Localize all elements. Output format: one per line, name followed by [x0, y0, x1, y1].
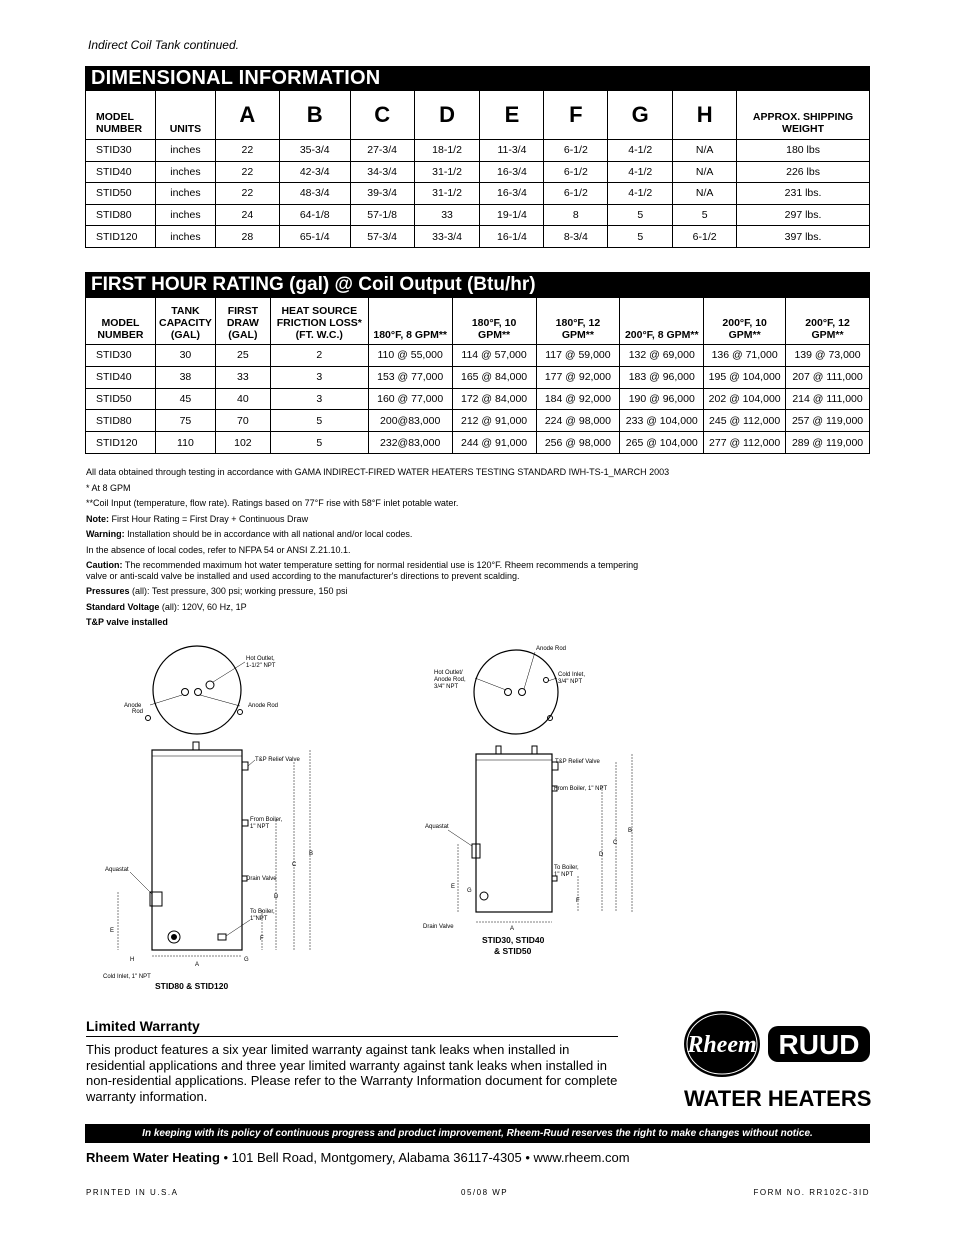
label-cold-inlet-r2: 3/4" NPT — [558, 679, 583, 685]
col-d: D — [414, 91, 480, 140]
label-hot-outlet-r1: Hot Outlet/ — [434, 670, 463, 676]
table-cell: 110 — [155, 432, 215, 454]
table-cell: 11-3/4 — [480, 140, 544, 162]
first-hour-header-row — [86, 298, 870, 345]
table-cell: inches — [155, 226, 215, 248]
dim-c: C — [292, 862, 297, 868]
top-view-circle — [153, 646, 241, 734]
table-cell: 110 @ 55,000 — [368, 345, 452, 367]
label-hot-outlet-r3: 3/4" NPT — [434, 684, 459, 690]
label-from-boiler-r: From Boiler, 1" NPT — [554, 786, 608, 792]
table-cell: 42-3/4 — [279, 161, 350, 183]
label-anode-left-2: Rod — [132, 709, 144, 715]
table-cell: 160 @ 77,000 — [368, 388, 452, 410]
col-a: A — [215, 91, 279, 140]
table-cell: 5 — [608, 204, 673, 226]
dim-r-f: F — [576, 898, 580, 904]
table-cell: 16-1/4 — [480, 226, 544, 248]
table-cell: 8-3/4 — [544, 226, 608, 248]
first-hour-table — [85, 297, 870, 454]
table-cell: 70 — [215, 410, 270, 432]
dim-e: E — [110, 928, 115, 934]
table-cell: inches — [155, 204, 215, 226]
table-cell: STID40 — [86, 366, 156, 388]
table-cell: 8 — [544, 204, 608, 226]
col-b: B — [279, 91, 350, 140]
label-hot-outlet-2: 1-1/2" NPT — [246, 663, 276, 669]
label-aquastat: Aquastat — [105, 867, 129, 873]
table-cell: 22 — [215, 161, 279, 183]
table-cell: 16-3/4 — [480, 183, 544, 205]
label-tp-relief: T&P Relief Valve — [255, 757, 300, 763]
table-cell: 297 lbs. — [737, 204, 870, 226]
table-cell: 207 @ 111,000 — [786, 366, 870, 388]
table-cell: 48-3/4 — [279, 183, 350, 205]
table-cell: 190 @ 96,000 — [620, 388, 704, 410]
note-voltage — [86, 600, 786, 616]
pressures-label: Pressures — [86, 586, 130, 596]
diagram-stid30-40-50 — [420, 640, 650, 960]
table-cell: 102 — [215, 432, 270, 454]
fhr-col-200-10: 200°F, 10 GPM** — [704, 298, 786, 345]
table-cell: 22 — [215, 140, 279, 162]
table-cell: inches — [155, 183, 215, 205]
notice-bar: In keeping with its policy of continuous progress and product improvement, Rheem-Ruud reserves the right to make changes without notice. — [85, 1124, 870, 1143]
table-cell: 224 @ 98,000 — [536, 410, 620, 432]
table-cell: 31-1/2 — [414, 183, 480, 205]
col-model-number: MODEL NUMBER — [86, 91, 156, 140]
table-cell: STID120 — [86, 226, 156, 248]
dimensional-header-row — [86, 91, 870, 140]
label-cold-inlet: Cold Inlet, 1" NPT — [103, 974, 151, 980]
table-cell: 34-3/4 — [350, 161, 414, 183]
company-address — [86, 1150, 630, 1165]
col-f: F — [544, 91, 608, 140]
company-name: Rheem Water Heating — [86, 1150, 220, 1165]
table-cell: 4-1/2 — [608, 183, 673, 205]
table-cell: 16-3/4 — [480, 161, 544, 183]
dimensional-title: DIMENSIONAL INFORMATION — [85, 66, 870, 90]
first-hour-row — [86, 432, 870, 454]
tp-valve-text: T&P valve installed — [86, 617, 168, 627]
caution-label: Caution: — [86, 560, 123, 570]
label-to-boiler-2: 1"NPT — [250, 916, 268, 922]
address-text: • 101 Bell Road, Montgomery, Alabama 36117-4305 • www.rheem.com — [219, 1150, 630, 1165]
dim-a: A — [195, 962, 200, 968]
table-cell: 24 — [215, 204, 279, 226]
table-cell: 75 — [155, 410, 215, 432]
label-cold-inlet-r1: Cold Inlet, — [558, 672, 586, 678]
label-tp-relief-r: T&P Relief Valve — [555, 759, 600, 765]
tank-body-right — [476, 754, 552, 912]
table-cell: 2 — [270, 345, 368, 367]
table-cell: STID30 — [86, 140, 156, 162]
table-cell: 3 — [270, 388, 368, 410]
top-view-circle-right — [474, 650, 558, 734]
caution-text-1: The recommended maximum hot water temperature setting for normal residential use is 120°F. Rheem recommends a tempering — [122, 560, 639, 570]
dim-g: G — [244, 957, 249, 963]
table-cell: 289 @ 119,000 — [786, 432, 870, 454]
first-hour-row — [86, 388, 870, 410]
label-drain-valve-r: Drain Valve — [423, 924, 454, 930]
fhr-col-friction-loss: HEAT SOURCE FRICTION LOSS* (FT. W.C.) — [270, 298, 368, 345]
table-cell: N/A — [673, 140, 737, 162]
first-hour-row — [86, 345, 870, 367]
table-cell: inches — [155, 161, 215, 183]
table-cell: 64-1/8 — [279, 204, 350, 226]
dim-r-a: A — [510, 926, 515, 932]
table-cell: 5 — [270, 432, 368, 454]
table-cell: 18-1/2 — [414, 140, 480, 162]
label-from-boiler-2: 1" NPT — [250, 824, 270, 830]
table-cell: 6-1/2 — [544, 140, 608, 162]
table-cell: 397 lbs. — [737, 226, 870, 248]
fhr-col-180-12: 180°F, 12 GPM** — [536, 298, 620, 345]
dim-r-e: E — [451, 884, 456, 890]
label-aquastat-r: Aquastat — [425, 824, 449, 830]
table-cell: 4-1/2 — [608, 161, 673, 183]
table-cell: 200@83,000 — [368, 410, 452, 432]
first-hour-row — [86, 366, 870, 388]
note-text: First Hour Rating = First Dray + Continuous Draw — [109, 513, 309, 524]
table-cell: 3 — [270, 366, 368, 388]
fhr-col-180-8: 180°F, 8 GPM** — [368, 298, 452, 345]
table-cell: 202 @ 104,000 — [704, 388, 786, 410]
footer-date: 05/08 WP — [461, 1188, 509, 1197]
table-cell: 214 @ 111,000 — [786, 388, 870, 410]
table-cell: 153 @ 77,000 — [368, 366, 452, 388]
dim-f: F — [260, 936, 264, 942]
table-cell: 57-1/8 — [350, 204, 414, 226]
table-cell: 212 @ 91,000 — [452, 410, 536, 432]
table-cell: 257 @ 119,000 — [786, 410, 870, 432]
table-cell: 5 — [270, 410, 368, 432]
table-cell: 265 @ 104,000 — [620, 432, 704, 454]
fhr-col-200-8: 200°F, 8 GPM** — [620, 298, 704, 345]
dimensional-row — [86, 226, 870, 248]
table-cell: 33-3/4 — [414, 226, 480, 248]
table-cell: 232@83,000 — [368, 432, 452, 454]
first-hour-row — [86, 410, 870, 432]
table-cell: STID120 — [86, 432, 156, 454]
table-cell: 184 @ 92,000 — [536, 388, 620, 410]
table-cell: 132 @ 69,000 — [620, 345, 704, 367]
label-to-boiler-r1: To Boiler, — [554, 865, 579, 871]
table-cell: 277 @ 112,000 — [704, 432, 786, 454]
fhr-col-model: MODEL NUMBER — [86, 298, 156, 345]
table-cell: 38 — [155, 366, 215, 388]
table-cell: 19-1/4 — [480, 204, 544, 226]
note-first-hour — [86, 512, 786, 528]
notes-block — [86, 465, 786, 631]
table-cell: 33 — [215, 366, 270, 388]
dimensional-row — [86, 204, 870, 226]
fhr-col-capacity: TANK CAPACITY (GAL) — [155, 298, 215, 345]
label-hot-outlet-r2: Anode Rod, — [434, 677, 466, 683]
note-pressures — [86, 584, 786, 600]
note-absence: In the absence of local codes, refer to NFPA 54 or ANSI Z.21.10.1. — [86, 544, 351, 555]
table-cell: 40 — [215, 388, 270, 410]
continued-label: Indirect Coil Tank continued. — [88, 38, 239, 52]
table-cell: STID50 — [86, 388, 156, 410]
dimensional-row — [86, 140, 870, 162]
note-tp-valve — [86, 615, 786, 631]
table-cell: 35-3/4 — [279, 140, 350, 162]
dim-r-g: G — [467, 888, 472, 894]
table-cell: 114 @ 57,000 — [452, 345, 536, 367]
footer-form-number: FORM NO. RR102C-3ID — [753, 1188, 870, 1197]
table-cell: inches — [155, 140, 215, 162]
warning-label: Warning: — [86, 529, 125, 539]
table-cell: STID50 — [86, 183, 156, 205]
fhr-col-180-10: 180°F, 10 GPM** — [452, 298, 536, 345]
note-warning — [86, 527, 786, 543]
table-cell: 6-1/2 — [544, 161, 608, 183]
fhr-col-first-draw: FIRST DRAW (GAL) — [215, 298, 270, 345]
label-hot-outlet-1: Hot Outlet, — [246, 656, 275, 662]
voltage-label: Standard Voltage — [86, 601, 160, 612]
col-shipping-weight: APPROX. SHIPPING WEIGHT — [737, 91, 870, 140]
note-gama: All data obtained through testing in accordance with GAMA INDIRECT-FIRED WATER HEATERS TESTING STANDARD IWH-TS-1_MARCH 2003 — [86, 467, 670, 477]
table-cell: STID80 — [86, 410, 156, 432]
fhr-col-200-12: 200°F, 12 GPM** — [786, 298, 870, 345]
pressures-text: (all): Test pressure, 300 psi; working pressure, 150 psi — [129, 586, 348, 596]
table-cell: 4-1/2 — [608, 140, 673, 162]
label-drain-valve: Drain Valve — [246, 876, 277, 882]
table-cell: 45 — [155, 388, 215, 410]
dim-h: H — [130, 957, 135, 963]
footer-printed: PRINTED IN U.S.A — [86, 1188, 179, 1197]
table-cell: 233 @ 104,000 — [620, 410, 704, 432]
dim-r-c: C — [613, 840, 618, 846]
table-cell: STID30 — [86, 345, 156, 367]
col-units: UNITS — [155, 91, 215, 140]
table-cell: 6-1/2 — [673, 226, 737, 248]
table-cell: 5 — [673, 204, 737, 226]
label-anode-left-1: Anode — [124, 703, 142, 709]
table-cell: 226 lbs — [737, 161, 870, 183]
label-from-boiler-1: From Boiler, — [250, 817, 283, 823]
table-cell: 231 lbs. — [737, 183, 870, 205]
table-cell: 139 @ 73,000 — [786, 345, 870, 367]
label-anode-right: Anode Rod — [248, 703, 279, 709]
table-cell: 65-1/4 — [279, 226, 350, 248]
dimensional-row — [86, 183, 870, 205]
label-anode-rod: Anode Rod — [536, 646, 567, 652]
warranty-divider — [86, 1036, 618, 1037]
table-cell: 180 lbs — [737, 140, 870, 162]
table-cell: 195 @ 104,000 — [704, 366, 786, 388]
table-cell: 136 @ 71,000 — [704, 345, 786, 367]
note-star2: **Coil Input (temperature, flow rate). Ratings based on 77°F rise with 58°F inlet potable water. — [86, 498, 459, 508]
table-cell: N/A — [673, 183, 737, 205]
dimensional-row — [86, 161, 870, 183]
diagram-stid80-stid120 — [100, 640, 330, 995]
col-c: C — [350, 91, 414, 140]
table-cell: 5 — [608, 226, 673, 248]
tank-body — [152, 750, 242, 950]
table-cell: 256 @ 98,000 — [536, 432, 620, 454]
table-cell: 6-1/2 — [544, 183, 608, 205]
table-cell: 245 @ 112,000 — [704, 410, 786, 432]
table-cell: 25 — [215, 345, 270, 367]
note-caution — [86, 560, 786, 581]
first-hour-title: FIRST HOUR RATING (gal) @ Coil Output (Btu/hr) — [85, 272, 870, 297]
table-cell: 22 — [215, 183, 279, 205]
dim-b: B — [309, 851, 314, 857]
note-star1: * At 8 GPM — [86, 482, 131, 493]
table-cell: 244 @ 91,000 — [452, 432, 536, 454]
col-h: H — [673, 91, 737, 140]
diagram-left-caption: STID80 & STID120 — [155, 981, 229, 991]
logo-rheem: Rheem — [687, 1032, 757, 1058]
label-to-boiler-1: To Boiler, — [250, 909, 275, 915]
voltage-text: (all): 120V, 60 Hz, 1P — [159, 601, 247, 612]
diagram-right-caption-1: STID30, STID40 — [482, 935, 545, 945]
table-cell: 30 — [155, 345, 215, 367]
table-cell: 183 @ 96,000 — [620, 366, 704, 388]
warning-text: Installation should be in accordance with all national and/or local codes. — [124, 529, 413, 539]
table-cell: 177 @ 92,000 — [536, 366, 620, 388]
dim-d: D — [274, 894, 279, 900]
logo-ruud: RUUD — [778, 1029, 860, 1060]
rheem-ruud-logo — [682, 1010, 872, 1110]
warranty-text: This product features a six year limited warranty against tank leaks when installed in residential applications and three year limited warranty against tank leaks when installed in non-residential applications. Please refer to the Warranty Information document for complete warranty information. — [86, 1042, 618, 1104]
col-g: G — [608, 91, 673, 140]
table-cell: 28 — [215, 226, 279, 248]
warranty-title: Limited Warranty — [86, 1018, 200, 1034]
caution-text-2: valve or anti-scald valve be installed and used according to the manufacturer's directions to prevent scalding. — [86, 570, 520, 581]
dim-r-b: B — [628, 828, 633, 834]
table-cell: 165 @ 84,000 — [452, 366, 536, 388]
col-e: E — [480, 91, 544, 140]
table-cell: 27-3/4 — [350, 140, 414, 162]
table-cell: N/A — [673, 161, 737, 183]
table-cell: 31-1/2 — [414, 161, 480, 183]
table-cell: STID40 — [86, 161, 156, 183]
table-cell: 172 @ 84,000 — [452, 388, 536, 410]
table-cell: 117 @ 59,000 — [536, 345, 620, 367]
note-label: Note: — [86, 513, 109, 524]
table-cell: 39-3/4 — [350, 183, 414, 205]
table-cell: 57-3/4 — [350, 226, 414, 248]
diagram-right-caption-2: & STID50 — [494, 946, 532, 956]
dim-r-d: D — [599, 852, 604, 858]
table-cell: 33 — [414, 204, 480, 226]
dimensional-table — [85, 90, 870, 248]
label-to-boiler-r2: 1" NPT — [554, 872, 574, 878]
logo-tagline: WATER HEATERS — [684, 1086, 872, 1110]
table-cell: STID80 — [86, 204, 156, 226]
